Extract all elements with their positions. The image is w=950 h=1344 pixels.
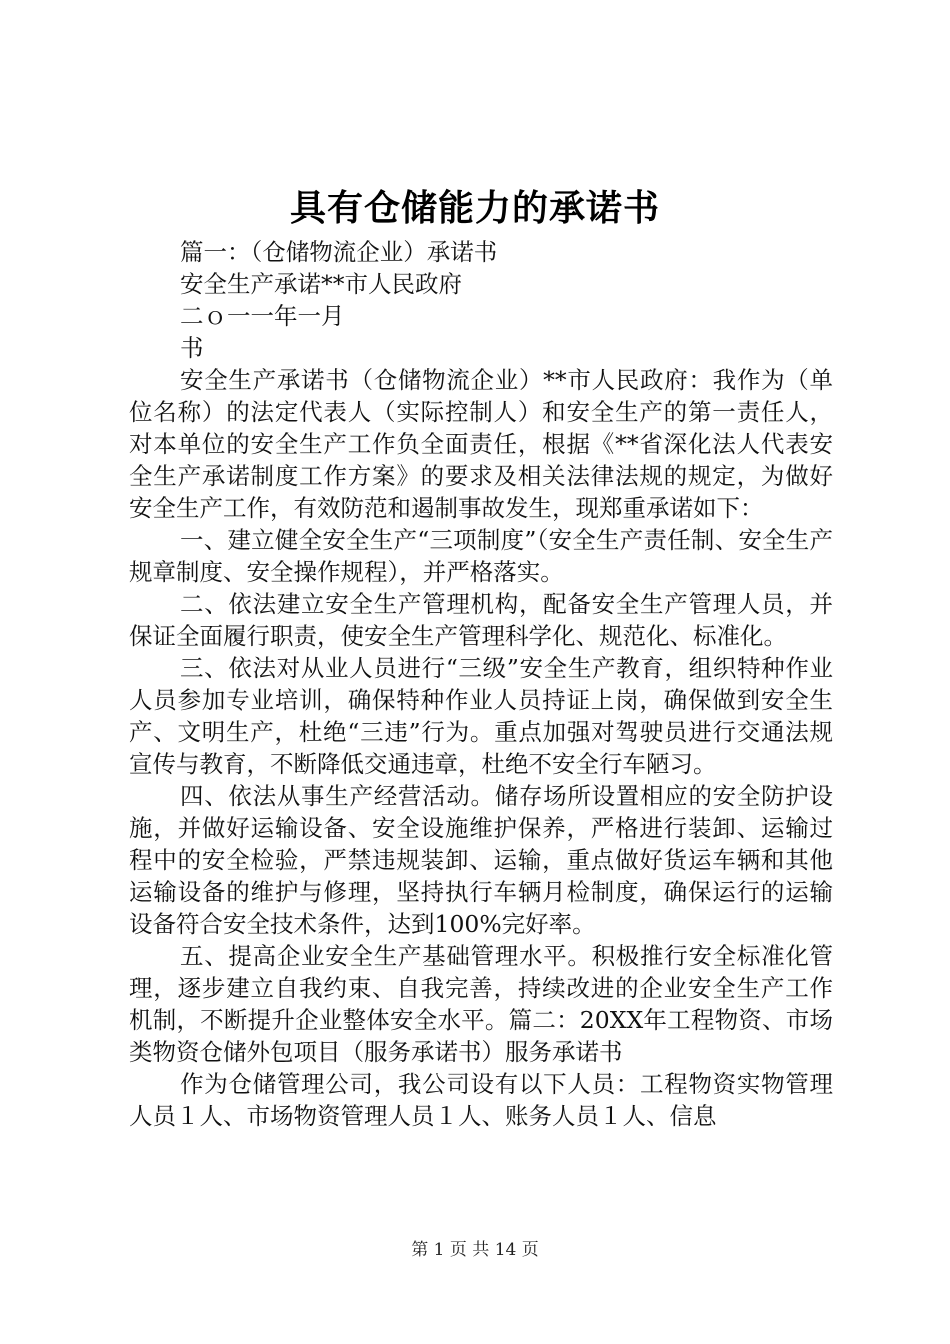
header-line: 书 [180, 334, 204, 362]
body-paragraph: 四、依法从事生产经营活动。储存场所设置相应的安全防护设施，并做好运输设备、安全设施维护保养，严格进行装卸、运输过程中的安全检验，严禁违规装卸、运输，重点做好货运车辆和其他运输设备的维护与修理，坚持执行车辆月检制度，确保运行的运输设备符合安全技术条件，达到100%完好率。 [129, 782, 833, 938]
body-paragraph: 二、依法建立安全生产管理机构，配备安全生产管理人员，并保证全面履行职责，使安全生产管理科学化、规范化、标准化。 [129, 590, 833, 650]
body-paragraph: 五、提高企业安全生产基础管理水平。积极推行安全标准化管理，逐步建立自我约束、自我完善，持续改进的企业安全生产工作机制，不断提升企业整体安全水平。篇二：20XX年工程物资、市场类物资仓储外包项目（服务承诺书）服务承诺书 [129, 942, 833, 1066]
header-line: 篇一：（仓储物流企业）承诺书 [180, 238, 498, 266]
document-body [129, 236, 833, 1132]
body-paragraph: 安全生产承诺书（仓储物流企业）**市人民政府：我作为（单位名称）的法定代表人（实际控制人）和安全生产的第一责任人，对本单位的安全生产工作负全面责任，根据《**省深化法人代表安全生产承诺制度工作方案》的要求及相关法律法规的规定，为做好安全生产工作，有效防范和遏制事故发生，现郑重承诺如下： [129, 366, 833, 522]
header-line: 安全生产承诺**市人民政府 [180, 270, 462, 298]
page-footer: 第 1 页 共 14 页 [411, 1240, 539, 1260]
header-line: 二ｏ一一年一月 [180, 302, 345, 330]
body-paragraph: 一、建立健全安全生产“三项制度”（安全生产责任制、安全生产规章制度、安全操作规程），并严格落实。 [129, 526, 833, 586]
document-title: 具有仓储能力的承诺书 [289, 187, 660, 229]
body-paragraph: 三、依法对从业人员进行“三级”安全生产教育，组织特种作业人员参加专业培训，确保特种作业人员持证上岗，确保做到安全生产、文明生产，杜绝“三违”行为。重点加强对驾驶员进行交通法规宣传与教育，不断降低交通违章，杜绝不安全行车陋习。 [129, 654, 833, 778]
body-paragraph: 作为仓储管理公司，我公司设有以下人员：工程物资实物管理人员１人、市场物资管理人员１人、账务人员１人、信息 [129, 1070, 833, 1130]
